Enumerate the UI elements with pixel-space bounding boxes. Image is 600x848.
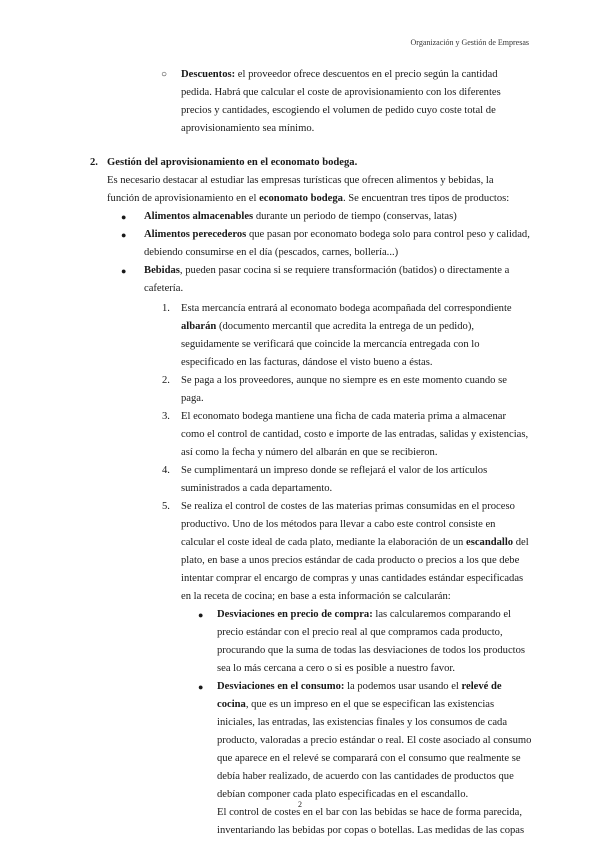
product-item bbox=[0, 208, 600, 226]
circle-bullet-icon: ○ bbox=[161, 69, 168, 80]
deviation-desc: las calcularemos comparando el precio estándar con el precio real al que compramos cada producto, procurando que la suma de todas las desviaciones de todos los productos sea lo más cercana a cero o si es posible a nuestro favor. bbox=[217, 609, 526, 674]
product-item bbox=[0, 226, 600, 262]
bar-control-text: El control de costes en el bar con las bebidas se hace de forma parecida, inventariando las bebidas por copas o botellas. Las medidas de las copas bbox=[217, 807, 525, 836]
step-text-start: Esta mercancía entrará al economato bodega acompañada del correspondiente bbox=[181, 303, 512, 314]
product-item bbox=[0, 262, 600, 298]
step-number: 4. bbox=[162, 465, 170, 476]
step-text: Se cumplimentará un impreso donde se reflejará el valor de los artículos suministrados a cada departamento. bbox=[181, 465, 488, 494]
descuentos-label: Descuentos: bbox=[181, 69, 236, 80]
product-text bbox=[144, 226, 534, 262]
step-item bbox=[0, 372, 600, 408]
step-text-start: Se realiza el control de costes de las materias primas consumidas en el proceso productivo. Uno de los métodos para llevar a cabo este control consiste en calcular el coste ideal de cada plato, mediante la elaboración de un bbox=[181, 501, 515, 548]
descuentos-body: el proveedor ofrece descuentos en el precio según la cantidad pedida. Habrá que calcular el coste de aprovisionamiento con los diferentes precios y cantidades, escogiendo el volumen de pedido cuyo coste total de aprovisionamiento sea mínimo. bbox=[181, 69, 501, 134]
product-desc: , pueden pasar cocina si se requiere transformación (batidos) o directamente a cafetería. bbox=[144, 265, 510, 294]
section-intro bbox=[107, 172, 527, 208]
intro-bold: economato bodega bbox=[259, 193, 343, 204]
running-header: Organización y Gestión de Empresas bbox=[410, 38, 529, 47]
bullet-icon: ● bbox=[198, 610, 204, 620]
product-label: Alimentos almacenables bbox=[144, 211, 254, 222]
deviation-item bbox=[0, 678, 600, 804]
step-text: El economato bodega mantiene una ficha de cada materia prima a almacenar como el control de cantidad, costo e importe de las entradas, salidas y existencias, así como la fecha y número del albarán en que se recibieron. bbox=[181, 411, 529, 458]
bullet-icon: ● bbox=[198, 682, 204, 692]
step-text bbox=[181, 498, 531, 606]
product-desc: que pasan por economato bodega solo para control peso y calidad, debiendo consumirse en el día (pescados, carnes, bollería...) bbox=[144, 229, 530, 258]
step-number: 1. bbox=[162, 303, 170, 314]
step-text-end: (documento mercantil que acredita la entrega de un pedido), seguidamente se verificará que coincide la mercancía entregada con lo especificado en las facturas, dándose el visto bueno a éstas. bbox=[181, 321, 480, 368]
deviation-text bbox=[217, 678, 533, 804]
step-bold: escandallo bbox=[466, 537, 514, 548]
product-label: Alimentos perecederos bbox=[144, 229, 247, 240]
intro-text-end: . Se encuentran tres tipos de productos: bbox=[342, 193, 510, 204]
product-text bbox=[144, 208, 534, 226]
step-item bbox=[0, 462, 600, 498]
step-item bbox=[0, 300, 600, 372]
product-label: Bebidas bbox=[144, 265, 180, 276]
step-number: 3. bbox=[162, 411, 170, 422]
deviation-label: Desviaciones en precio de compra: bbox=[217, 609, 373, 620]
document-body bbox=[0, 66, 600, 840]
bullet-icon: ● bbox=[121, 266, 127, 276]
step-bold: albarán bbox=[181, 321, 217, 332]
bullet-icon: ● bbox=[121, 212, 127, 222]
step-item bbox=[0, 498, 600, 606]
section-title: Gestión del aprovisionamiento en el economato bodega. bbox=[107, 157, 358, 168]
product-desc: durante un periodo de tiempo (conservas, latas) bbox=[253, 211, 457, 222]
step-item bbox=[0, 408, 600, 462]
step-number: 5. bbox=[162, 501, 170, 512]
step-text bbox=[181, 300, 531, 372]
deviation-desc-end: , que es un impreso en el que se especifican las existencias iniciales, las entradas, las existencias finales y los consumos de cada producto, valoradas a precio estándar o real. El coste asociado al consumo que aparece en el relevé se comparará con el consumo que realmente se debía haber realizado, de acuerdo con las cantidades de productos que debían componer cada plato especificadas en el escandallo. bbox=[217, 699, 532, 800]
deviation-item bbox=[0, 606, 600, 678]
deviation-desc-start: la podemos usar usando el bbox=[344, 681, 462, 692]
bullet-icon: ● bbox=[121, 230, 127, 240]
deviation-bold: relevé de cocina bbox=[217, 681, 502, 710]
step-text: Se paga a los proveedores, aunque no siempre es en este momento cuando se paga. bbox=[181, 375, 507, 404]
descuentos-item bbox=[0, 66, 600, 138]
product-text bbox=[144, 262, 534, 298]
section-heading bbox=[0, 154, 600, 172]
deviation-text bbox=[217, 606, 533, 678]
intro-text: Es necesario destacar al estudiar las empresas turísticas que ofrecen alimentos y bebidas, la función de aprovisionamiento en el bbox=[107, 175, 494, 204]
section-number: 2. bbox=[90, 157, 98, 168]
step-text-end: del plato, en base a unos precios estándar de cada producto o precios a los que debe intentar comprar el encargo de compras y unas cantidades estándar especificadas en la receta de cocina; en base a esta información se calcularán: bbox=[181, 537, 529, 602]
descuentos-text bbox=[181, 66, 531, 138]
deviation-label: Desviaciones en el consumo: bbox=[217, 681, 345, 692]
page-number: 2 bbox=[298, 800, 302, 809]
step-number: 2. bbox=[162, 375, 170, 386]
